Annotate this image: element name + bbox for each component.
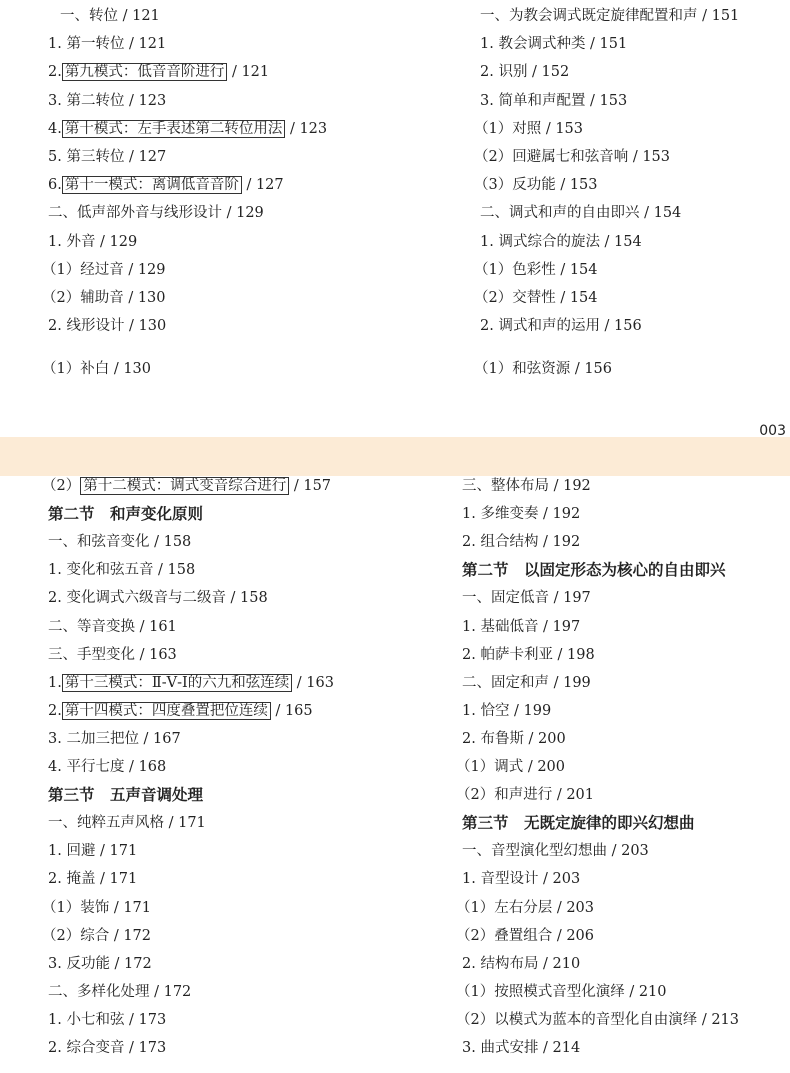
toc-entry bbox=[48, 954, 152, 974]
page-divider bbox=[0, 437, 790, 476]
toc-entry bbox=[474, 119, 583, 139]
entry-text: 二、低声部外音与线形设计 / 129 bbox=[48, 205, 264, 222]
entry-text: 3. 简单和声配置 / 153 bbox=[480, 92, 628, 109]
entry-text: 第三节 五声音调处理 bbox=[48, 785, 204, 805]
entry-page-number: / 165 bbox=[270, 702, 313, 719]
entry-text: 2. 识别 / 152 bbox=[480, 64, 570, 81]
toc-entry bbox=[48, 701, 313, 721]
toc-entry bbox=[456, 982, 667, 1002]
toc-entry bbox=[474, 260, 598, 280]
entry-text: 一、纯粹五声风格 / 171 bbox=[48, 815, 206, 832]
toc-page-top bbox=[0, 0, 790, 437]
toc-entry bbox=[48, 91, 166, 111]
entry-text: 三、整体布局 / 192 bbox=[462, 478, 591, 494]
toc-entry bbox=[48, 757, 166, 777]
toc-section-heading bbox=[462, 560, 726, 580]
entry-text: 二、多样化处理 / 172 bbox=[48, 983, 192, 1000]
boxed-mode-title: 第十四模式：四度叠置把位连续 bbox=[62, 702, 271, 720]
toc-entry bbox=[48, 588, 268, 608]
entry-text: 二、调式和声的自由即兴 / 154 bbox=[480, 205, 682, 222]
entry-text: （1）调式 / 200 bbox=[456, 759, 566, 775]
toc-entry bbox=[48, 813, 206, 833]
entry-text: 1. 调式综合的旋法 / 154 bbox=[480, 233, 642, 250]
entry-page-number: / 163 bbox=[292, 674, 334, 691]
entry-text: 2. 布鲁斯 / 200 bbox=[462, 730, 566, 747]
toc-entry bbox=[462, 617, 580, 637]
toc-entry bbox=[48, 62, 269, 82]
entry-text: （2）交替性 / 154 bbox=[474, 290, 598, 306]
entry-text: （2）综合 / 172 bbox=[42, 927, 152, 944]
toc-entry bbox=[462, 504, 580, 524]
entry-text: （1）经过音 / 129 bbox=[42, 261, 166, 278]
entry-text: 2. 综合变音 / 173 bbox=[48, 1040, 167, 1056]
toc-entry bbox=[48, 119, 327, 139]
toc-page-bottom bbox=[0, 476, 790, 1073]
toc-entry bbox=[48, 232, 137, 252]
entry-text: 3. 第二转位 / 123 bbox=[48, 92, 167, 109]
toc-section-heading bbox=[48, 504, 203, 524]
entry-text: （1）补白 / 130 bbox=[42, 361, 152, 378]
toc-entry bbox=[42, 260, 166, 280]
entry-text: （2）辅助音 / 130 bbox=[42, 290, 166, 306]
entry-text: （1）装饰 / 171 bbox=[42, 899, 152, 916]
entry-text: 三、手型变化 / 163 bbox=[48, 646, 177, 663]
entry-text: （2）以模式为蓝本的音型化自由演绎 / 213 bbox=[456, 1011, 740, 1028]
toc-entry bbox=[48, 673, 334, 693]
entry-text: 2. 调式和声的运用 / 156 bbox=[480, 318, 642, 335]
entry-text: 2. 掩盖 / 171 bbox=[48, 871, 138, 888]
toc-entry bbox=[48, 316, 166, 336]
toc-entry bbox=[462, 954, 580, 974]
toc-entry bbox=[48, 729, 181, 749]
entry-text: 一、固定低音 / 197 bbox=[462, 590, 591, 607]
toc-entry bbox=[474, 288, 598, 308]
entry-text: 3. 二加三把位 / 167 bbox=[48, 730, 181, 747]
entry-text: 1. 多维变奏 / 192 bbox=[462, 506, 581, 523]
toc-entry bbox=[462, 588, 591, 608]
toc-entry bbox=[462, 869, 580, 889]
entry-text: 2. 帕萨卡利亚 / 198 bbox=[462, 646, 595, 663]
toc-section-heading bbox=[462, 813, 695, 833]
toc-entry bbox=[480, 203, 681, 223]
entry-text: 1. 教会调式种类 / 151 bbox=[480, 36, 628, 53]
toc-entry bbox=[48, 147, 166, 167]
boxed-mode-title: 第十三模式：Ⅱ-Ⅴ-Ⅰ的六九和弦连续 bbox=[62, 674, 292, 692]
entry-text: 一、和弦音变化 / 158 bbox=[48, 534, 192, 551]
boxed-mode-title: 第十二模式：调式变音综合进行 bbox=[80, 477, 289, 495]
toc-entry bbox=[462, 673, 591, 693]
entry-text: 1. 外音 / 129 bbox=[48, 233, 138, 250]
entry-text: （1）按照模式音型化演绎 / 210 bbox=[456, 983, 667, 1000]
toc-entry bbox=[480, 316, 642, 336]
toc-entry bbox=[48, 617, 177, 637]
boxed-mode-title: 第十一模式：离调低音音阶 bbox=[62, 176, 242, 194]
entry-text: （2）回避属七和弦音响 / 153 bbox=[474, 149, 671, 165]
toc-entry bbox=[456, 757, 565, 777]
page-number: 003 bbox=[759, 423, 786, 439]
toc-entry bbox=[48, 203, 264, 223]
entry-page-number: / 127 bbox=[241, 177, 284, 194]
entry-text: 2. 结构布局 / 210 bbox=[462, 955, 581, 972]
entry-text: 4. 平行七度 / 168 bbox=[48, 759, 167, 775]
toc-entry bbox=[480, 34, 627, 54]
toc-entry bbox=[60, 6, 160, 26]
entry-text: 1. 基础低音 / 197 bbox=[462, 618, 581, 635]
entry-text: 1. 变化和弦五音 / 158 bbox=[48, 562, 196, 579]
entry-page-number: / 123 bbox=[285, 120, 328, 137]
entry-number: 2. bbox=[48, 702, 62, 719]
entry-number: 4. bbox=[48, 120, 62, 137]
entry-text: 3. 反功能 / 172 bbox=[48, 955, 152, 972]
entry-text: （1）色彩性 / 154 bbox=[474, 261, 598, 278]
toc-entry bbox=[42, 359, 151, 379]
toc-entry bbox=[462, 532, 580, 552]
toc-entry bbox=[480, 232, 642, 252]
entry-text: 一、为教会调式既定旋律配置和声 / 151 bbox=[480, 8, 740, 24]
entry-number: 6. bbox=[48, 177, 62, 194]
toc-entry bbox=[48, 869, 137, 889]
toc-entry bbox=[48, 532, 191, 552]
toc-entry bbox=[42, 476, 331, 496]
toc-entry bbox=[48, 560, 195, 580]
toc-entry bbox=[48, 841, 137, 861]
entry-text: （2）叠置组合 / 206 bbox=[456, 927, 595, 944]
entry-number: 2. bbox=[48, 64, 62, 81]
entry-text: 2. 变化调式六级音与二级音 / 158 bbox=[48, 590, 268, 607]
toc-entry bbox=[480, 6, 739, 26]
boxed-mode-title: 第十模式：左手表述第二转位用法 bbox=[62, 120, 286, 138]
toc-entry bbox=[474, 147, 670, 167]
entry-page-number: / 121 bbox=[227, 64, 270, 81]
toc-entry bbox=[48, 1038, 166, 1058]
entry-text: 1. 小七和弦 / 173 bbox=[48, 1011, 167, 1028]
boxed-mode-title: 第九模式：低音音阶进行 bbox=[62, 63, 228, 81]
entry-text: 第二节 以固定形态为核心的自由即兴 bbox=[462, 560, 726, 580]
entry-text: 第三节 无既定旋律的即兴幻想曲 bbox=[462, 813, 695, 833]
entry-text: 1. 恰空 / 199 bbox=[462, 702, 552, 719]
entry-text: （3）反功能 / 153 bbox=[474, 177, 598, 194]
toc-section-heading bbox=[48, 785, 203, 805]
toc-entry bbox=[462, 645, 595, 665]
toc-entry bbox=[42, 926, 151, 946]
entry-page-number: / 157 bbox=[289, 478, 332, 494]
entry-text: （1）和弦资源 / 156 bbox=[474, 361, 613, 378]
entry-text: 1. 第一转位 / 121 bbox=[48, 36, 167, 53]
entry-text: （1）左右分层 / 203 bbox=[456, 899, 595, 916]
entry-text: 2. 线形设计 / 130 bbox=[48, 318, 167, 335]
entry-number: 1. bbox=[48, 674, 62, 691]
entry-text: 1. 音型设计 / 203 bbox=[462, 871, 581, 888]
entry-text: 一、音型演化型幻想曲 / 203 bbox=[462, 843, 649, 860]
toc-entry bbox=[462, 841, 649, 861]
toc-entry bbox=[48, 34, 166, 54]
toc-entry bbox=[462, 729, 566, 749]
toc-entry bbox=[462, 1038, 580, 1058]
entry-text: （2）和声进行 / 201 bbox=[456, 787, 595, 804]
entry-text: 2. 组合结构 / 192 bbox=[462, 534, 581, 551]
toc-entry bbox=[42, 898, 151, 918]
entry-text: 1. 回避 / 171 bbox=[48, 843, 138, 860]
toc-entry bbox=[42, 288, 166, 308]
toc-entry bbox=[480, 91, 627, 111]
entry-text: 二、等音变换 / 161 bbox=[48, 618, 177, 635]
toc-entry bbox=[456, 1010, 739, 1030]
toc-entry bbox=[480, 62, 569, 82]
toc-entry bbox=[456, 898, 594, 918]
entry-text: 二、固定和声 / 199 bbox=[462, 674, 591, 691]
entry-text: 第二节 和声变化原则 bbox=[48, 504, 204, 524]
toc-entry bbox=[48, 982, 191, 1002]
toc-entry bbox=[456, 785, 594, 805]
entry-text: 5. 第三转位 / 127 bbox=[48, 149, 167, 165]
entry-text: 3. 曲式安排 / 214 bbox=[462, 1040, 581, 1056]
toc-entry bbox=[462, 476, 591, 496]
toc-entry bbox=[48, 1010, 166, 1030]
entry-number: （2） bbox=[42, 478, 81, 494]
toc-entry bbox=[48, 645, 177, 665]
toc-entry bbox=[462, 701, 551, 721]
toc-entry bbox=[456, 926, 594, 946]
toc-entry bbox=[474, 359, 612, 379]
toc-entry bbox=[48, 175, 284, 195]
entry-text: 一、转位 / 121 bbox=[60, 8, 160, 24]
entry-text: （1）对照 / 153 bbox=[474, 120, 584, 137]
toc-entry bbox=[474, 175, 598, 195]
